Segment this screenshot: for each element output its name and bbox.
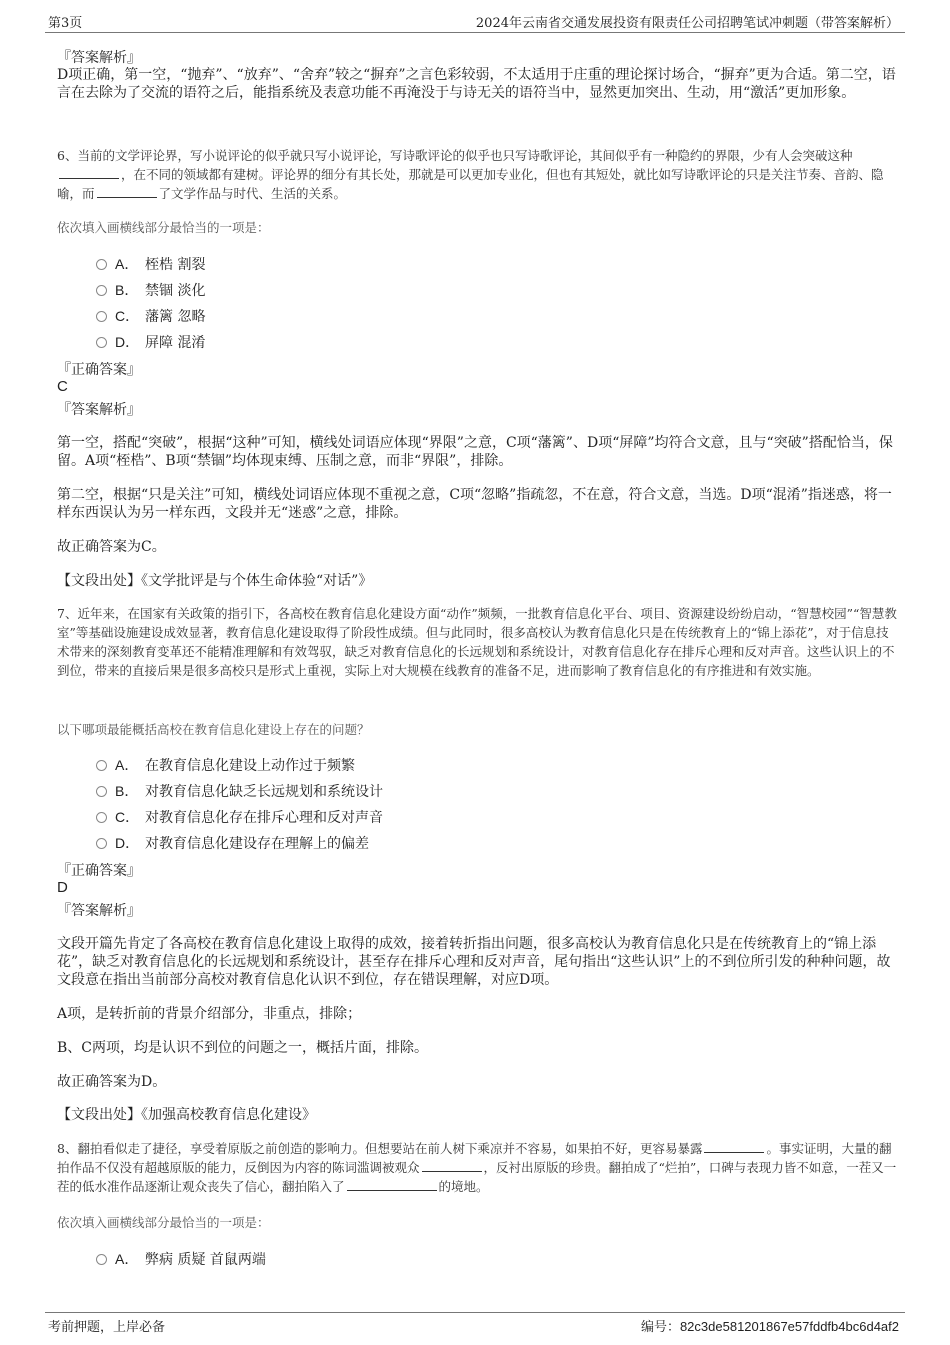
footer-slogan: 考前押题，上岸必备	[48, 1320, 166, 1335]
q6-analysis-2: 第二空，根据“只是关注”可知，横线处词语应体现不重视之意，C项“忽略”指疏忽，不在意，符合文意，当选。D项“混淆”指迷惑，将一样东西误认为另一样东西，文段并无“迷惑”之意，排除。	[57, 487, 892, 521]
q6-option-b[interactable]: B． 禁锢 淡化	[96, 280, 205, 300]
q7-analysis-label: 『答案解析』	[57, 903, 141, 919]
q8-prompt: 依次填入画横线部分最恰当的一项是：	[57, 1215, 270, 1230]
q8-blank-1	[704, 1140, 764, 1153]
q6-option-a[interactable]: A． 桎梏 割裂	[96, 254, 205, 274]
radio-icon[interactable]	[96, 838, 107, 849]
q7-analysis-3: B、C两项，均是认识不到位的问题之一，概括片面，排除。	[57, 1040, 428, 1056]
q6-blank-2	[97, 185, 157, 198]
q7-answer-label: 『正确答案』	[57, 863, 141, 879]
q8-blank-3	[347, 1178, 437, 1191]
q7-prompt: 以下哪项最能概括高校在教育信息化建设上存在的问题？	[57, 722, 370, 737]
q6-analysis-1: 第一空，搭配“突破”，根据“这种”可知，横线处词语应体现“界限”之意，C项“藩篱”、D项“屏障”均符合文意，且与“突破”搭配恰当，保留。A项“桎梏”、B项“禁锢”均体现束缚、压制之意，而非“界限”，排除。	[57, 435, 893, 469]
radio-icon[interactable]	[96, 285, 107, 296]
page-number: 第3页	[48, 16, 83, 31]
q7-stem: 7、近年来，在国家有关政策的指引下，各高校在教育信息化建设方面“动作”频频，一批教育信息化平台、项目、资源建设纷纷启动，“智慧校园”“智慧教室”等基础设施建设成效显著，教育信息化建设取得了阶段性成绩。但与此同时，很多高校认为教育信息化只是在传统教育上的“锦上添花”，对于信息技术带来的深刻教育变革还不能精准理解和有效驾驭，缺乏对教育信息化的长远规划和系统设计，对教育信息化存在排斥心理和反对声音。这些认识上的不到位，带来的直接后果是很多高校只是形式上重视，实际上对大规模在线教育的准备不足，进而影响了教育信息化的有序推进和有效实施。	[57, 606, 897, 678]
q7-option-b[interactable]: B． 对教育信息化缺乏长远规划和系统设计	[96, 781, 383, 801]
q8-option-a[interactable]: A． 弊病 质疑 首鼠两端	[96, 1249, 266, 1269]
q5-analysis-label: 『答案解析』	[57, 50, 141, 66]
q6-answer-label: 『正确答案』	[57, 362, 141, 378]
q6-analysis-3: 故正确答案为C。	[57, 539, 166, 555]
q8-stem: 8、翻拍看似走了捷径，享受着原版之前创造的影响力。但想要站在前人树下乘凉并不容易，如果拍不好，更容易暴露 。事实证明，大量的翻拍作品不仅没有超越原版的能力，反倒因为内容的陈词滥调被观众 ，反衬出原版的珍贵。翻拍成了“烂拍”，口碑与表现力皆不如意，一茬又一茬的低水准作品逐渐让观众丧失了信心，翻拍陷入了 的境地。	[57, 1141, 897, 1194]
q6-prompt: 依次填入画横线部分最恰当的一项是：	[57, 220, 270, 235]
q6-analysis-label: 『答案解析』	[57, 402, 141, 418]
q6-option-c[interactable]: C． 藩篱 忽略	[96, 306, 205, 326]
radio-icon[interactable]	[96, 786, 107, 797]
q7-source: 【文段出处】《加强高校教育信息化建设》	[57, 1107, 316, 1123]
q7-analysis-4: 故正确答案为D。	[57, 1074, 167, 1090]
document-id: 编号：82c3de581201867e57fddfb4bc6d4af2	[640, 1319, 899, 1334]
q8-blank-2	[422, 1159, 482, 1172]
q6-option-d[interactable]: D． 屏障 混淆	[96, 332, 205, 352]
radio-icon[interactable]	[96, 1254, 107, 1265]
radio-icon[interactable]	[96, 760, 107, 771]
q6-blank-1	[59, 166, 119, 179]
page-footer	[45, 1312, 905, 1335]
radio-icon[interactable]	[96, 259, 107, 270]
q7-analysis-1: 文段开篇先肯定了各高校在教育信息化建设上取得的成效，接着转折指出问题，很多高校认为教育信息化只是在传统教育上的“锦上添花”，缺乏对教育信息化的长远规划和系统设计，甚至存在排斥心理和反对声音，尾句指出“这些认识”上的不到位所引发的种种问题，故文段意在指出当前部分高校对教育信息化认识不到位，存在错误理解，对应D项。	[57, 936, 891, 988]
radio-icon[interactable]	[96, 311, 107, 322]
q7-analysis-2: A项，是转折前的背景介绍部分，非重点，排除；	[57, 1006, 362, 1022]
q6-source: 【文段出处】《文学批评是与个体生命体验“对话”》	[57, 573, 373, 589]
q7-option-d[interactable]: D． 对教育信息化建设存在理解上的偏差	[96, 833, 369, 853]
radio-icon[interactable]	[96, 812, 107, 823]
q7-option-c[interactable]: C． 对教育信息化存在排斥心理和反对声音	[96, 807, 383, 827]
radio-icon[interactable]	[96, 337, 107, 348]
q5-analysis-text: D项正确，第一空，“抛弃”、“放弃”、“舍弃”较之“摒弃”之言色彩较弱，不太适用于庄重的理论探讨场合，“摒弃”更为合适。第二空，语言在去除为了交流的语符之后，能指系统及表意功能不再淹没于与诗无关的语符当中，显然更加突出、生动，用“激活”更加形象。	[57, 67, 896, 101]
q7-answer: D	[57, 879, 68, 896]
q6-stem: 6、当前的文学评论界，写小说评论的似乎就只写小说评论，写诗歌评论的似乎也只写诗歌评论，其间似乎有一种隐约的界限，少有人会突破这种，在不同的领域都有建树。评论界的细分有其长处，那就是可以更加专业化，但也有其短处，就比如写诗歌评论的只是关注节奏、音韵、隐喻，而 了文学作品与时代、生活的关系。	[57, 148, 884, 201]
q7-option-a[interactable]: A． 在教育信息化建设上动作过于频繁	[96, 755, 355, 775]
document-title: 2024年云南省交通发展投资有限责任公司招聘笔试冲刺题（带答案解析）	[475, 16, 899, 31]
page-header	[45, 12, 905, 33]
q6-answer: C	[57, 378, 68, 395]
